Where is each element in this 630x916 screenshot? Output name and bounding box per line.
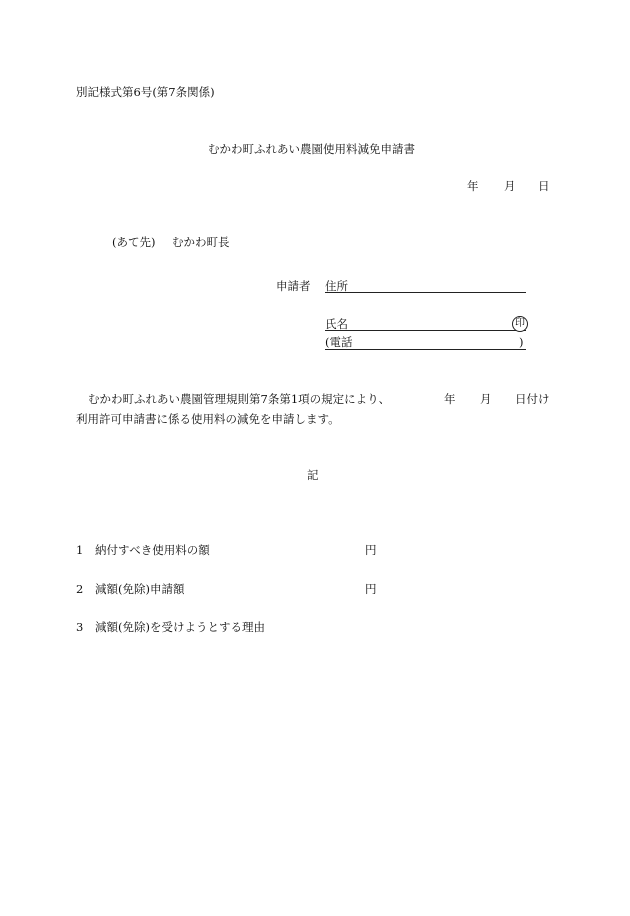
item-number: 2 <box>76 582 84 596</box>
document-title: むかわ町ふれあい農園使用料減免申請書 <box>208 142 415 156</box>
address-field-line <box>325 292 526 293</box>
addressee-label: (あて先) <box>112 235 156 249</box>
body-text-line-1: むかわ町ふれあい農園管理規則第7条第1項の規定により、 <box>88 392 391 406</box>
body-date-day: 日付け <box>515 392 550 406</box>
item-number: 3 <box>76 620 84 634</box>
applicant-label: 申請者 <box>276 279 311 293</box>
item-unit: 円 <box>365 543 377 557</box>
address-label: 住所 <box>325 279 348 293</box>
item-label: 減額(免除)を受けようとする理由 <box>95 620 265 634</box>
date-month-label: 月 <box>504 179 516 193</box>
body-text-line-2: 利用許可申請書に係る使用料の減免を申請します。 <box>76 412 340 426</box>
phone-label: (電話 <box>325 335 353 349</box>
phone-field-line <box>325 349 526 350</box>
phone-close-paren: ) <box>519 335 524 349</box>
seal-mark-icon: 印 <box>512 316 528 332</box>
ki-heading: 記 <box>307 468 319 482</box>
form-number: 別記様式第6号(第7条関係) <box>76 85 215 99</box>
name-field-line <box>325 330 526 331</box>
date-year-label: 年 <box>467 179 479 193</box>
addressee-name: むかわ町長 <box>172 235 230 249</box>
item-label: 減額(免除)申請額 <box>95 582 185 596</box>
date-day-label: 日 <box>538 179 550 193</box>
body-date-month: 月 <box>480 392 492 406</box>
item-label: 納付すべき使用料の額 <box>95 543 210 557</box>
name-label: 氏名 <box>325 317 348 331</box>
item-number: 1 <box>76 543 84 557</box>
item-unit: 円 <box>365 582 377 596</box>
body-date-year: 年 <box>444 392 456 406</box>
